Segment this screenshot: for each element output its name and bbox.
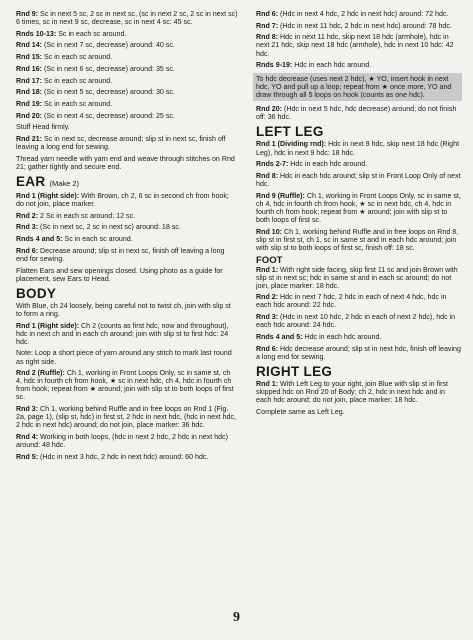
rnd-9-text: Rnd 9: Sc in next 5 sc, 2 sc in next sc, (sc in next 2 sc, 2 sc in next sc) 6 times, sc in next 9 sc, decrease, sc in next 4 sc: 45 sc.: [16, 10, 238, 27]
rnd-19-text: Rnd 19: Sc in each sc around.: [16, 99, 113, 108]
body-rnd-20-text: Rnd 20: (Hdc in next 5 hdc, hdc decrease) around; do not finish off: 36 hdc.: [256, 105, 457, 122]
foot-rnd-1-text: Rnd 1: With right side facing, skip first 11 sc and join Brown with slip st in next sc; hdc in same st and in each sc around; do not join, place marker: 18 hdc.: [256, 265, 458, 290]
rnd-15-text: Rnd 15: Sc in each sc around.: [16, 53, 113, 62]
body-rnd-2-text: Rnd 2 (Ruffle): Ch 1, working in Front Loops Only, sc in same st, ch 4, hdc in fourth ch from hook, ★ sc in next hdc, ch 4, hdc in fourth ch from hook; repeat from ★ around; join with slip st to both loops of first sc.: [16, 369, 234, 402]
body-rnd-8-text: Rnd 8: Hdc in next 11 hdc, skip next 18 hdc (armhole), hdc in next 21 hdc, skip next 18 hdc (armhole), hdc in next 10 hdc: 42 hdc.: [256, 33, 454, 58]
ear-rnd-1-text: Rnd 1 (Right side): With Brown, ch 2, 6 sc in second ch from hook; do not join, place marker.: [16, 191, 229, 209]
stuff-head-text: Stuff Head firmly.: [16, 123, 70, 132]
body-rnd-3-text: Rnd 3: Ch 1, working behind Ruffle and in free loops on Rnd 1 (Fig. 2a, page 1), (slip st, hdc) in first st, 2 hdc in next hdc, (hdc in next hdc, 2 hdc in next hdc) around; do not join, place marker: 36 hdc.: [16, 405, 237, 430]
foot-rnd-2-text: Rnd 2: Hdc in next 7 hdc, 2 hdc in each of next 4 hdc, hdc in each hdc around: 22 hdc.: [256, 293, 447, 310]
ear-subtitle: (Make 2): [49, 178, 80, 188]
body-note-text: Note: Loop a short piece of yarn around any stitch to mark last round as right side.: [16, 349, 232, 366]
right-column: [256, 10, 462, 419]
right-leg-instructions: [256, 380, 462, 416]
page-number: 9: [233, 610, 240, 625]
left-leg-rnd-9-text: Rnd 9 (Ruffle): Ch 1, working in Front Loops Only, sc in same st, ch 4, hdc in fourth ch from hook, ★ sc in next hdc, ch 4, hdc in fourth ch from hook; repeat from ★ around; join with slip st to both loops of first sc.: [256, 191, 461, 224]
left-leg-rnd-1-text: Rnd 1 (Dividing rnd): Hdc in next 9 hdc, skip next 18 hdc (Right Leg), hdc in next 9 hdc: 18 hdc.: [256, 140, 460, 157]
rnd-17-text: Rnd 17: Sc in each sc around.: [16, 76, 113, 85]
ear-rnds-4-5-text: Rnds 4 and 5: Sc in each sc around.: [16, 235, 133, 244]
left-column: [16, 10, 238, 465]
thread-yarn-text: Thread yarn needle with yarn end and weave through stitches on Rnd 21; gather tightly and secure end.: [16, 154, 235, 171]
left-leg-rnd-8-text: Rnd 8: Hdc in each hdc around; slip st in Front Loop Only of next hdc.: [256, 171, 461, 188]
right-leg-heading: RIGHT LEG: [256, 363, 333, 379]
body-rnd-7-text: Rnd 7: (Hdc in next 11 hdc, 2 hdc in next hdc) around: 78 hdc.: [256, 21, 452, 30]
body-start-text: With Blue, ch 24 loosely, being careful not to twist ch, join with slip st to form a ring.: [16, 301, 231, 318]
ear-rnd-3-text: Rnd 3: (Sc in next sc, 2 sc in next sc) around: 18 sc.: [16, 223, 181, 232]
left-leg-instructions: [256, 140, 462, 252]
body-rnd-4-text: Rnd 4: Working in both loops, (hdc in next 2 hdc, 2 hdc in next hdc) around: 48 hdc.: [16, 433, 229, 450]
left-leg-heading: LEFT LEG: [256, 124, 324, 140]
ear-heading: [16, 175, 238, 191]
foot-rnd-6-text: Rnd 6: Hdc decrease around; slip st in next hdc, finish off leaving a long end for sewing.: [256, 344, 461, 361]
body-rnd-1-text: Rnd 1 (Right side): Ch 2 (counts as first hdc, now and throughout), hdc in next ch and in each ch around; join with slip st to first hdc: 24 hdc.: [16, 321, 229, 346]
rnd-14-text: Rnd 14: (Sc in next 7 sc, decrease) around: 40 sc.: [16, 41, 175, 50]
rnd-21-text: Rnd 21: Sc in next sc, decrease around; slip st in next sc, finish off leaving a long end for sewing.: [16, 134, 226, 152]
head-instructions: [16, 10, 238, 171]
foot-rnd-3-text: Rnd 3: (Hdc in next 10 hdc, 2 hdc in each of next 2 hdc), hdc in each hdc around: 24 hdc.: [256, 313, 456, 330]
body-rnds-9-19-text: Rnds 9-19: Hdc in each hdc around.: [256, 61, 372, 70]
ear-title: EAR: [16, 173, 46, 189]
ear-rnd-2-text: Rnd 2: 2 Sc in each sc around: 12 sc.: [16, 211, 136, 220]
body-heading: BODY: [16, 285, 57, 301]
body-continued-instructions: [256, 10, 462, 69]
foot-rnds-4-5-text: Rnds 4 and 5: Hdc in each hdc around.: [256, 332, 382, 341]
right-leg-rnd-1-text: Rnd 1: With Left Leg to your right, join Blue with slip st in first skipped hdc on Rnd 20 of Body; ch 2, hdc in next hdc and in each hdc around; do not join, place marker: 18 hdc.: [256, 379, 449, 404]
hdc-decrease-note: To hdc decrease (uses next 2 hdc), ★ YO, insert hook in next hdc, YO and pull up a loop; repeat from ★ once more, YO and draw through all 5 loops on hook (counts as one hdc).: [253, 73, 462, 101]
body-instructions: [16, 302, 238, 461]
body-rnd-5-text: Rnd 5: (Hdc in next 3 hdc, 2 hdc in next hdc) around: 60 hdc.: [16, 452, 209, 461]
ear-instructions: [16, 192, 238, 283]
left-leg-rnds-2-7-text: Rnds 2-7: Hdc in each hdc around.: [256, 160, 368, 169]
ear-finish-text: Flatten Ears and sew openings closed. Using photo as a guide for placement, sew Ears to Head.: [16, 266, 223, 283]
rnd-18-text: Rnd 18: (Sc in next 5 sc, decrease) around: 30 sc.: [16, 88, 175, 97]
left-leg-rnd-10-text: Rnd 10: Ch 1, working behind Ruffle and in free loops on Rnd 8, slip st in first st, ch 1, sc in same st and in each hdc around; join with slip st to both loops of first sc, finish off: 18 sc.: [256, 227, 459, 252]
rnds-10-13-text: Rnds 10-13: Sc in each sc around.: [16, 29, 127, 38]
foot-instructions: [256, 266, 462, 361]
rnd-20-text: Rnd 20: (Sc in next 4 sc, decrease) around: 25 sc.: [16, 111, 175, 120]
ear-rnd-6-text: Rnd 6: Decrease around; slip st in next sc, finish off leaving a long end for sewing.: [16, 246, 225, 263]
rnd-16-text: Rnd 16: (Sc in next 6 sc, decrease) around: 35 sc.: [16, 64, 175, 73]
right-leg-complete-text: Complete same as Left Leg.: [256, 407, 345, 416]
foot-heading: FOOT: [256, 254, 283, 266]
body-rnd-6-text: Rnd 6: (Hdc in next 4 hdc, 2 hdc in next hdc) around: 72 hdc.: [256, 10, 449, 18]
